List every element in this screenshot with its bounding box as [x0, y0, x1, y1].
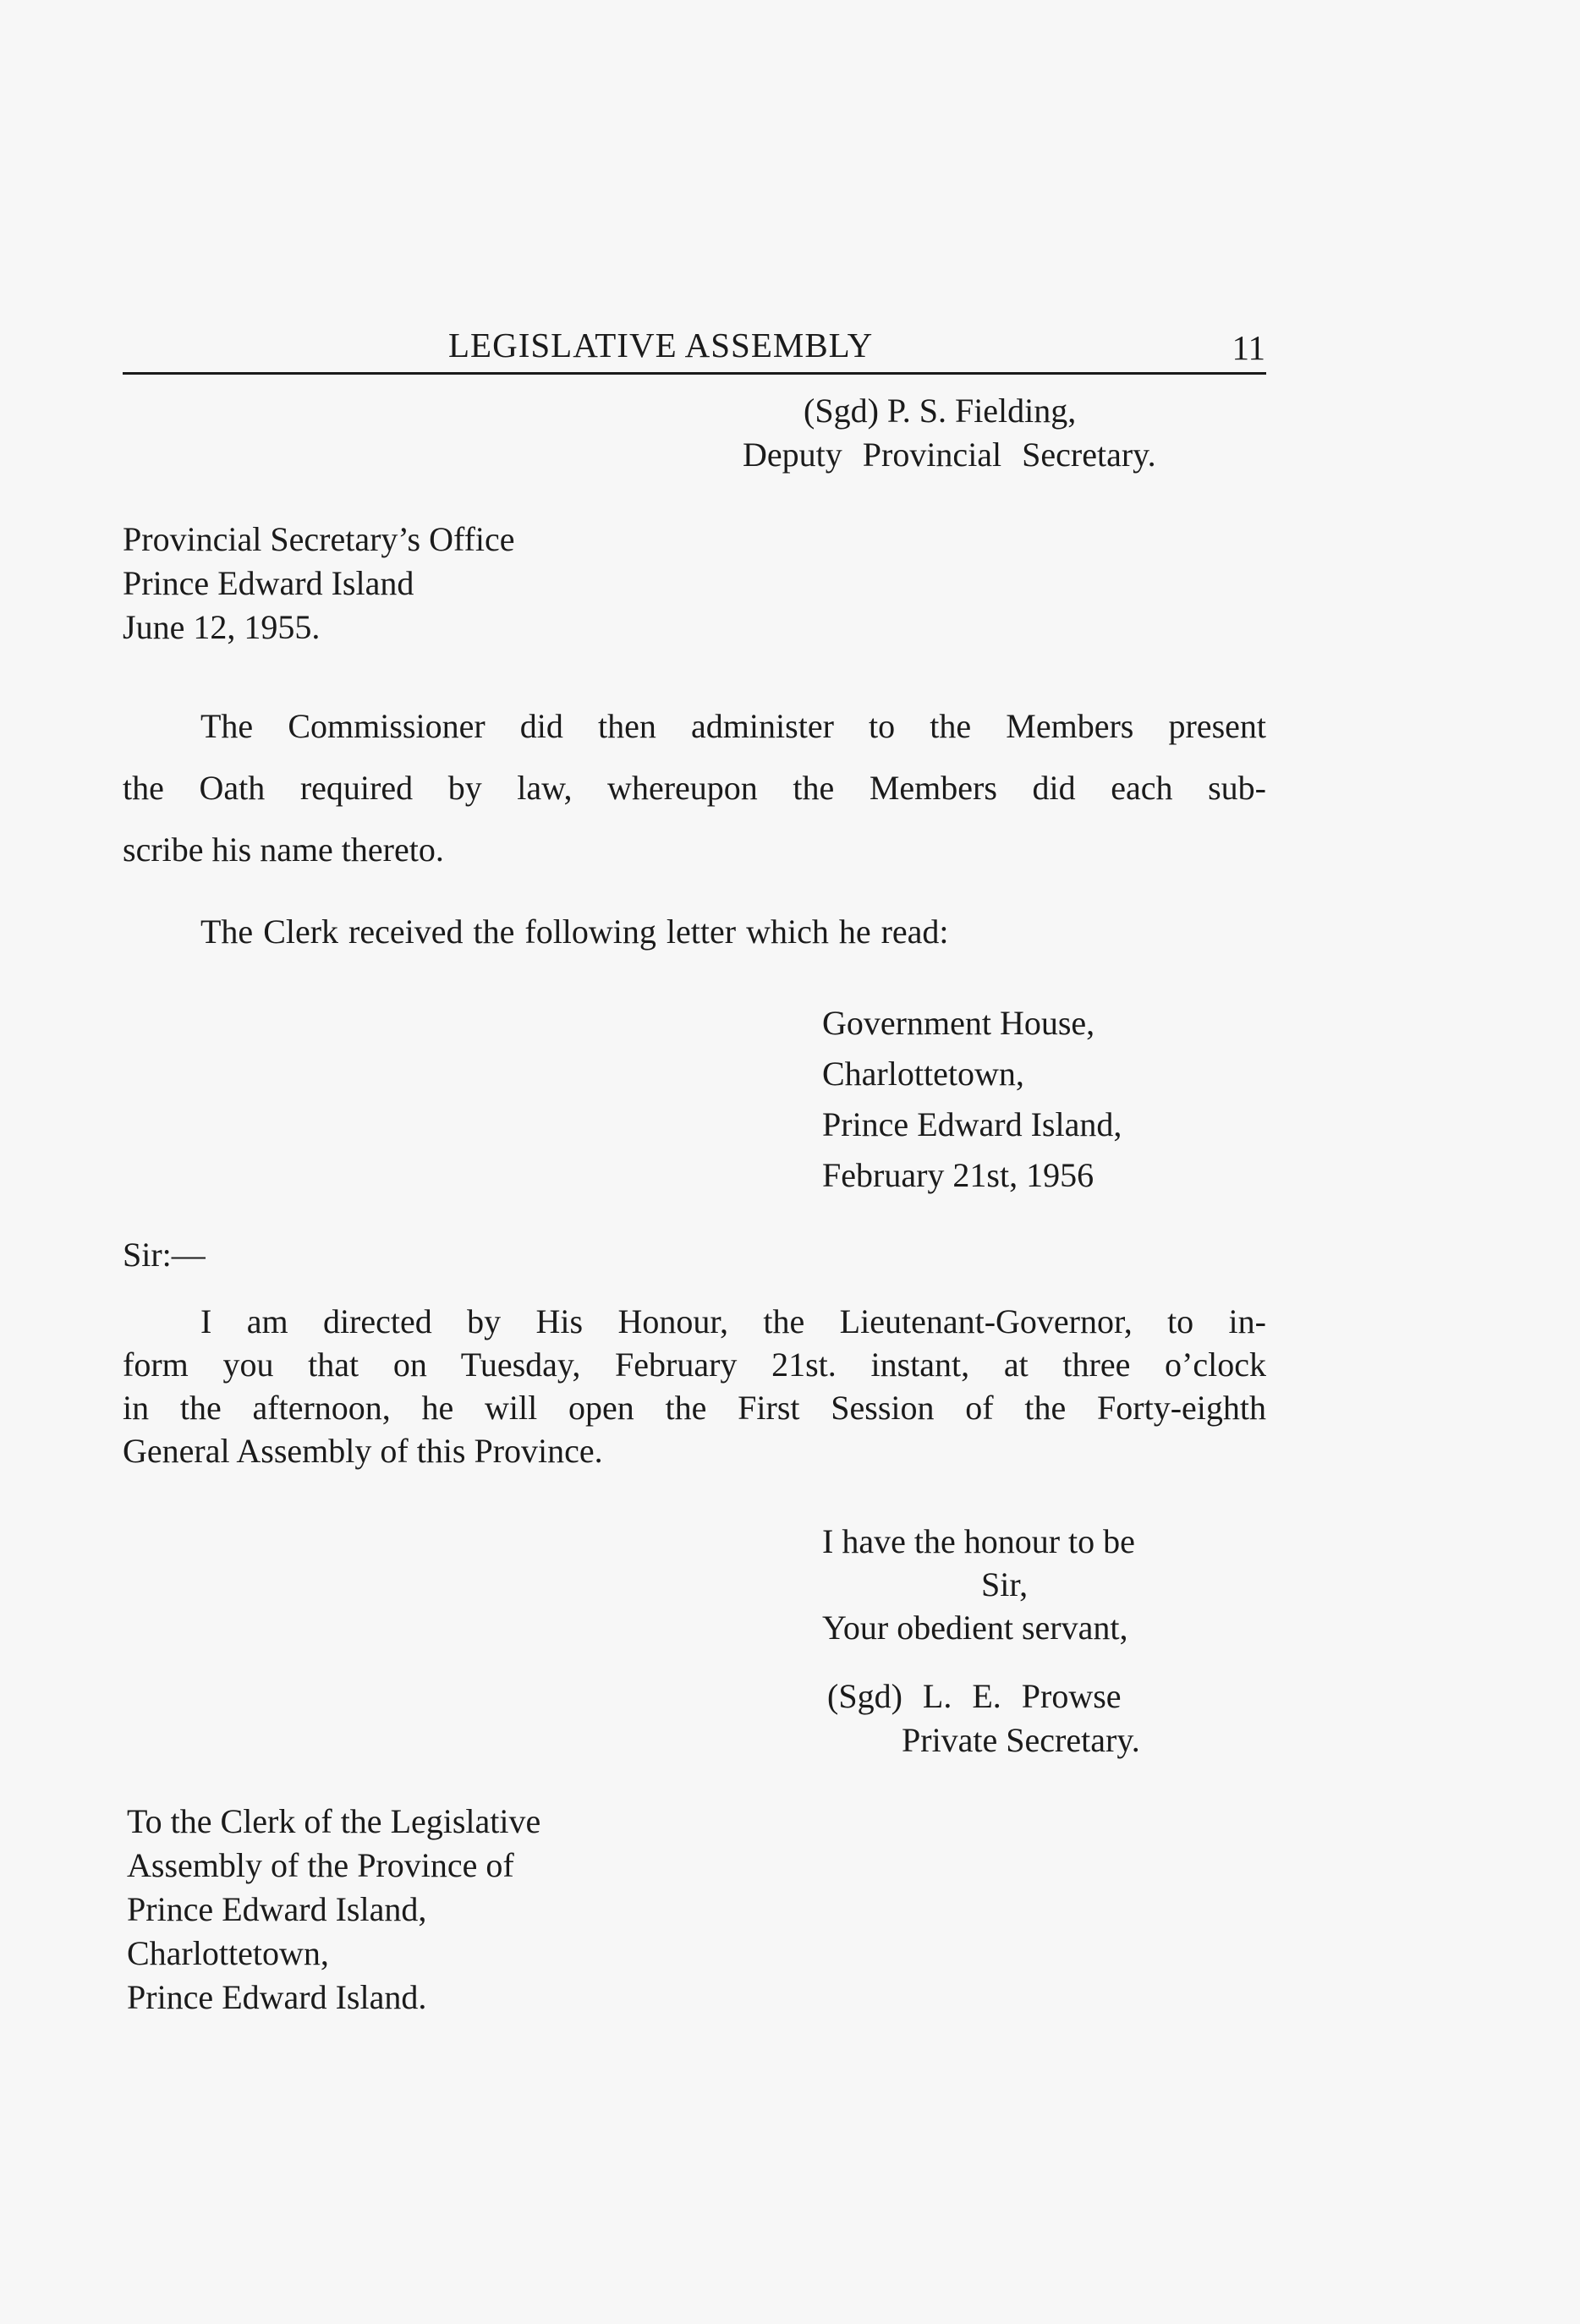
- letter-body-line: form you that on Tuesday, February 21st. instant, at three o’clock: [123, 1346, 1266, 1384]
- office-line: Provincial Secretary’s Office: [123, 520, 515, 558]
- recipient-line: Assembly of the Province of: [127, 1846, 514, 1884]
- recipient-block: [127, 1800, 540, 2020]
- salutation: Sir:—: [123, 1236, 206, 1274]
- recipient-line: Prince Edward Island,: [127, 1890, 427, 1928]
- signature-block-fielding: [804, 389, 1076, 433]
- signature-name: (Sgd) L. E. Prowse: [827, 1677, 1122, 1715]
- letter-address-block: [822, 998, 1122, 1201]
- address-line: Prince Edward Island,: [822, 1105, 1122, 1143]
- closing-block: [822, 1520, 1135, 1649]
- paragraph-line: the Oath required by law, whereupon the Members did each sub-: [123, 769, 1266, 807]
- letter-body-line: General Assembly of this Province.: [123, 1432, 603, 1470]
- closing-line: Your obedient servant,: [822, 1609, 1128, 1647]
- letter-date: February 21st, 1956: [822, 1156, 1094, 1194]
- office-line: Prince Edward Island: [123, 564, 414, 602]
- signature-title: Deputy Provincial Secretary.: [743, 436, 1156, 474]
- letter-body-line: I am directed by His Honour, the Lieutenant-Governor, to in-: [200, 1302, 1266, 1340]
- address-line: Charlottetown,: [822, 1055, 1024, 1093]
- office-address-block: [123, 518, 515, 650]
- recipient-line: Charlottetown,: [127, 1934, 329, 1972]
- signature-name: (Sgd) P. S. Fielding,: [804, 392, 1077, 430]
- recipient-line: To the Clerk of the Legislative: [127, 1802, 541, 1840]
- clerk-paragraph: The Clerk received the following letter which he read:: [200, 913, 949, 951]
- header-rule: [123, 372, 1266, 375]
- closing-line: I have the honour to be: [822, 1522, 1135, 1560]
- address-line: Government House,: [822, 1004, 1095, 1042]
- office-date: June 12, 1955.: [123, 608, 321, 646]
- paragraph-line: The Commissioner did then administer to the Members present: [200, 707, 1266, 745]
- recipient-line: Prince Edward Island.: [127, 1978, 427, 2016]
- paragraph-line: scribe his name thereto.: [123, 830, 444, 869]
- signature-title-fielding: [743, 433, 1156, 477]
- letter-body: [123, 1300, 1266, 1472]
- letter-body-line: in the afternoon, he will open the First Session of the Forty-eighth: [123, 1389, 1266, 1427]
- signature-block-prowse: [827, 1674, 1140, 1762]
- signature-title: Private Secretary.: [902, 1721, 1140, 1759]
- running-header-title: LEGISLATIVE ASSEMBLY: [448, 326, 874, 364]
- oath-paragraph: [123, 695, 1266, 880]
- page-number: 11: [1232, 328, 1265, 367]
- closing-line: Sir,: [981, 1565, 1029, 1603]
